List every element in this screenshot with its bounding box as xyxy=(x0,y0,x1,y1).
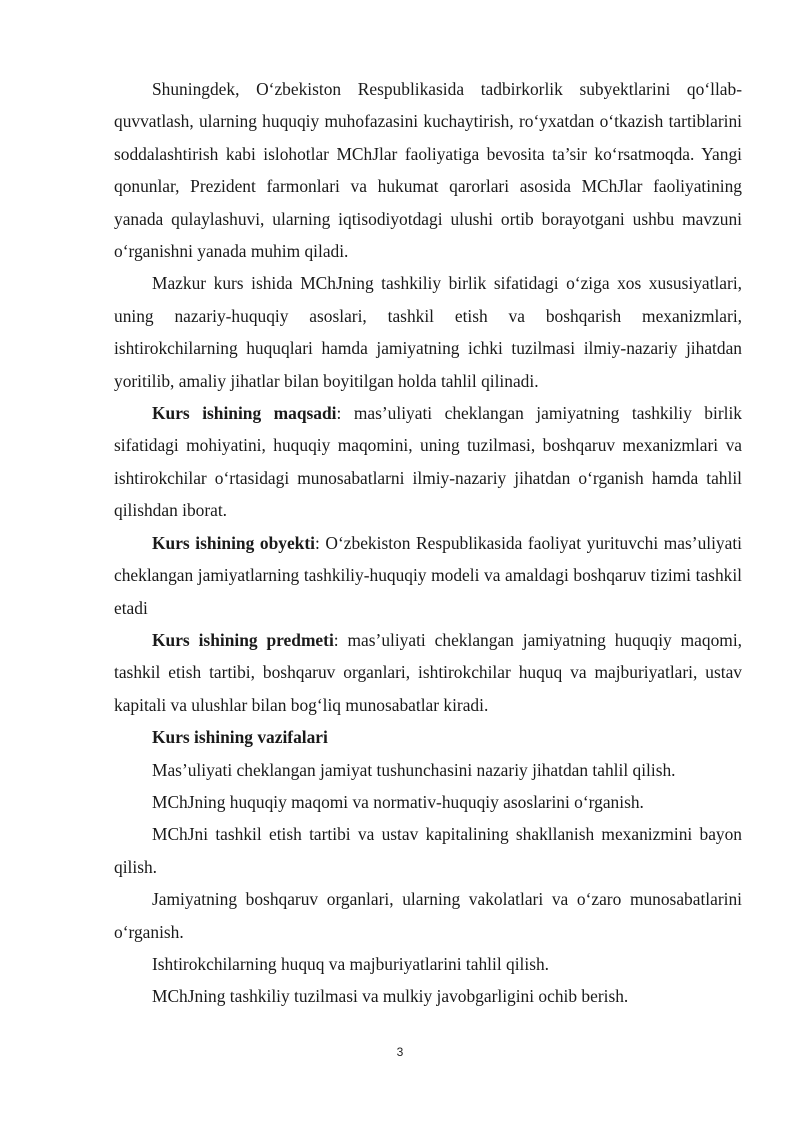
paragraph-intro: Shuningdek, O‘zbekiston Respublikasida tadbirkorlik subyektlarini qo‘llab-quvvatlash, ularning huquqiy muhofazasini kuchaytirish, ro‘yxatdan o‘tkazish tartiblarini soddalashtirish kabi islohotlar MChJlar faoliyatiga bevosita ta’sir ko‘rsatmoqda. Yangi qonunlar, Prezident farmonlari va hukumat qarorlari asosida MChJlar faoliyatining yanada qulaylashuvi, ularning iqtisodiyotdagi ulushi ortib borayotgani ushbu mavzuni o‘rganishni yanada muhim qiladi. xyxy=(114,79,742,262)
task-item: Mas’uliyati cheklangan jamiyat tushunchasini nazariy jihatdan tahlil qilish. xyxy=(152,759,676,780)
goal-text: : mas’uliyati cheklangan jamiyatning tashkiliy birlik sifatidagi mohiyatini, huquqiy maqomini, uning tuzilmasi, boshqaruv mexanizmlari va ishtirokchilar o‘rtasidagi munosabatlarni ilmiy-nazariy jihatdan o‘rganish hamda tahlil qilishdan iborat. xyxy=(114,403,742,521)
task-item: MChJning tashkiliy tuzilmasi va mulkiy javobgarligini ochib berish. xyxy=(152,986,629,1007)
paragraph-subject xyxy=(114,624,742,721)
page-number: 3 xyxy=(396,1045,404,1059)
task-item: MChJni tashkil etish tartibi va ustav kapitalining shakllanish mexanizmini bayon qilish. xyxy=(114,824,742,877)
document-page xyxy=(114,73,742,1013)
tasks-heading: Kurs ishining vazifalari xyxy=(152,727,328,748)
goal-heading: Kurs ishining maqsadi xyxy=(152,403,337,424)
paragraph-course-scope: Mazkur kurs ishida MChJning tashkiliy birlik sifatidagi o‘ziga xos xususiyatlari, uning nazariy-huquqiy asoslari, tashkil etish va boshqarish mexanizmlari, ishtirokchilarning huquqlari hamda jamiyatning ichki tuzilmasi ilmiy-nazariy jihatdan yoritilib, amaliy jihatlar bilan boyitilgan holda tahlil qilinadi. xyxy=(114,273,742,391)
task-item: Jamiyatning boshqaruv organlari, ularning vakolatlari va o‘zaro munosabatlarini o‘rganish. xyxy=(114,889,742,942)
paragraph-goal xyxy=(114,397,742,527)
subject-text: : mas’uliyati cheklangan jamiyatning huquqiy maqomi, tashkil etish tartibi, boshqaruv organlari, ishtirokchilar huquq va majburiyatlari, ustav kapitali va ulushlar bilan bog‘liq munosabatlar kiradi. xyxy=(114,629,742,715)
task-item: Ishtirokchilarning huquq va majburiyatlarini tahlil qilish. xyxy=(152,953,550,974)
task-item: MChJning huquqiy maqomi va normativ-huquqiy asoslarini o‘rganish. xyxy=(152,791,644,812)
paragraph-object xyxy=(114,527,742,624)
subject-heading: Kurs ishining predmeti xyxy=(152,629,334,650)
object-heading: Kurs ishining obyekti xyxy=(152,532,315,553)
object-text: : O‘zbekiston Respublikasida faoliyat yurituvchi mas’uliyati cheklangan jamiyatlarning tashkiliy-huquqiy modeli va amaldagi boshqaruv tizimi tashkil etadi xyxy=(114,532,743,618)
